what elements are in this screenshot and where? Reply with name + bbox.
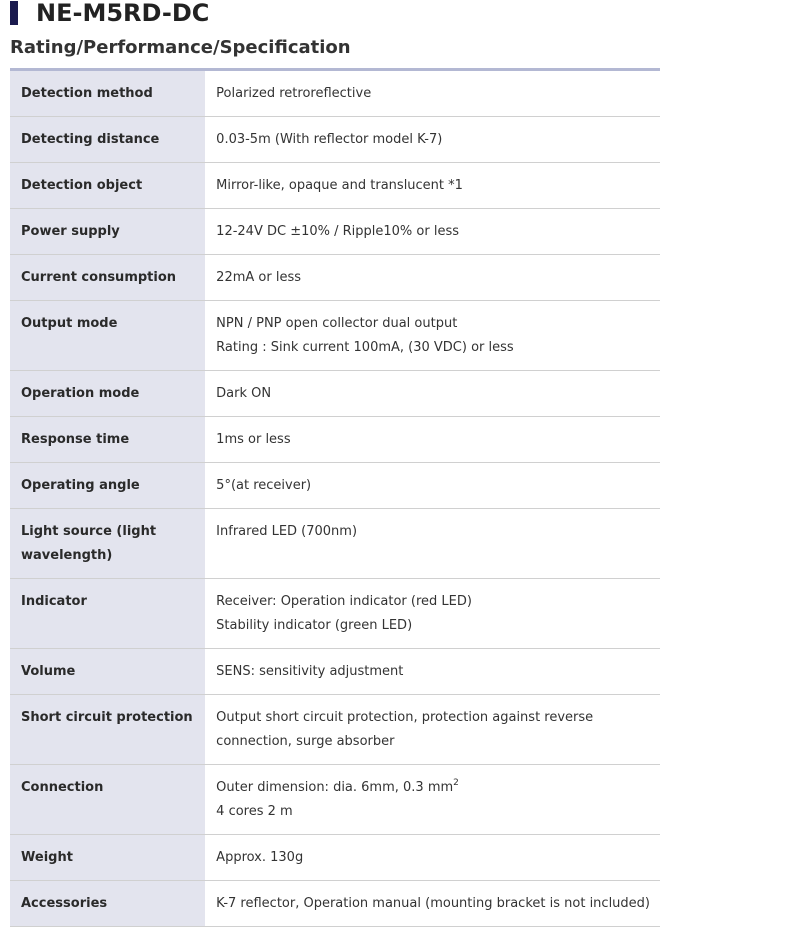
spec-value-line: Output short circuit protection, protection against reverse <box>216 710 594 725</box>
spec-value-line: Mirror-like, opaque and translucent *1 <box>216 178 463 193</box>
spec-label: Power supply <box>10 209 205 255</box>
spec-value <box>205 579 660 649</box>
spec-row-volume <box>10 649 660 695</box>
spec-value-line: Approx. 130g <box>216 850 304 865</box>
spec-label: Light source (light wavelength) <box>10 509 205 579</box>
product-header <box>10 0 209 26</box>
spec-row-power-supply <box>10 209 660 255</box>
spec-label: Operating angle <box>10 463 205 509</box>
spec-row-connection <box>10 765 660 835</box>
spec-value-line: 5°(at receiver) <box>216 478 312 493</box>
spec-row-detection-method <box>10 70 660 117</box>
spec-value <box>205 371 660 417</box>
spec-row-operation-mode <box>10 371 660 417</box>
spec-value <box>205 509 660 579</box>
spec-label: Weight <box>10 835 205 881</box>
spec-row-detection-object <box>10 163 660 209</box>
spec-label: Indicator <box>10 579 205 649</box>
spec-value-text: Outer dimension: dia. 6mm, 0.3 mm <box>216 780 454 795</box>
spec-row-short-circuit-protection <box>10 695 660 765</box>
spec-value <box>205 209 660 255</box>
spec-value <box>205 70 660 117</box>
spec-value-line: connection, surge absorber <box>216 734 395 749</box>
spec-value-line: Stability indicator (green LED) <box>216 618 413 633</box>
spec-value-line: 4 cores 2 m <box>216 804 293 819</box>
section-title: Rating/Performance/Specification <box>10 37 351 58</box>
spec-row-light-source <box>10 509 660 579</box>
spec-row-accessories <box>10 881 660 927</box>
spec-value-line: Rating : Sink current 100mA, (30 VDC) or less <box>216 340 514 355</box>
superscript: 2 <box>453 778 459 788</box>
spec-label: Detecting distance <box>10 117 205 163</box>
spec-row-detecting-distance <box>10 117 660 163</box>
spec-value-line: 1ms or less <box>216 432 291 447</box>
spec-label: Detection object <box>10 163 205 209</box>
spec-label: Detection method <box>10 70 205 117</box>
spec-value <box>205 417 660 463</box>
title-accent-bar <box>10 1 18 25</box>
spec-row-indicator <box>10 579 660 649</box>
spec-value <box>205 463 660 509</box>
spec-label: Response time <box>10 417 205 463</box>
spec-label: Current consumption <box>10 255 205 301</box>
spec-value <box>205 649 660 695</box>
spec-value-line: K-7 reflector, Operation manual (mounting bracket is not included) <box>216 896 650 911</box>
spec-label: Operation mode <box>10 371 205 417</box>
spec-value-line: Receiver: Operation indicator (red LED) <box>216 594 472 609</box>
spec-value <box>205 835 660 881</box>
spec-value-line <box>216 776 650 800</box>
product-title: NE-M5RD-DC <box>36 0 210 27</box>
spec-value <box>205 117 660 163</box>
spec-label: Volume <box>10 649 205 695</box>
spec-label: Connection <box>10 765 205 835</box>
spec-table <box>10 68 660 927</box>
spec-value <box>205 765 660 835</box>
spec-value <box>205 695 660 765</box>
spec-row-operating-angle <box>10 463 660 509</box>
spec-label: Short circuit protection <box>10 695 205 765</box>
spec-label: Output mode <box>10 301 205 371</box>
spec-value <box>205 881 660 927</box>
spec-row-current-consumption <box>10 255 660 301</box>
spec-value-line: Dark ON <box>216 386 272 401</box>
spec-value-line: 0.03-5m (With reflector model K-7) <box>216 132 443 147</box>
spec-label: Accessories <box>10 881 205 927</box>
spec-value <box>205 163 660 209</box>
spec-value <box>205 255 660 301</box>
spec-row-weight <box>10 835 660 881</box>
spec-row-response-time <box>10 417 660 463</box>
spec-value-line: SENS: sensitivity adjustment <box>216 664 404 679</box>
spec-value-line: Polarized retroreflective <box>216 86 372 101</box>
spec-value-line: 12-24V DC ±10% / Ripple10% or less <box>216 224 459 239</box>
spec-value-line: NPN / PNP open collector dual output <box>216 316 458 331</box>
spec-value-line: Infrared LED (700nm) <box>216 524 358 539</box>
spec-row-output-mode <box>10 301 660 371</box>
spec-value-line: 22mA or less <box>216 270 301 285</box>
spec-value <box>205 301 660 371</box>
